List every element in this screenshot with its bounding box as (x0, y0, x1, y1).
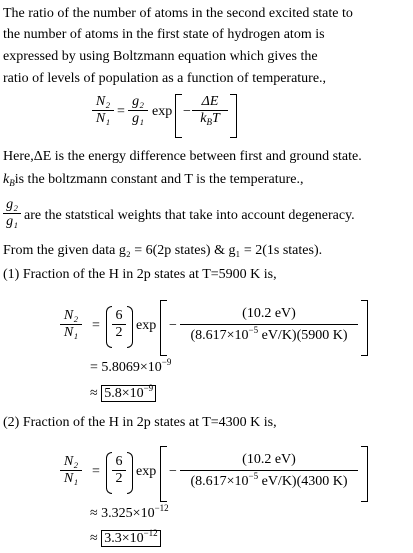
part1-bracket-left (160, 300, 167, 356)
part2-result (90, 503, 169, 522)
part2-exp: exp (136, 464, 157, 479)
part1-den-b: eV/K)(5900 K) (258, 328, 348, 343)
part2-lhs-num: N₂ (63, 454, 79, 469)
equation-g-num: g₂ (132, 94, 144, 109)
part2-answer: 3.3×10 (104, 531, 144, 546)
explain-line-4: From the given data g₂ = 6(2p states) & g₁ = 2(1s states). (3, 243, 323, 258)
part2-approx: ≈ (90, 531, 98, 546)
part2-coef-den: 2 (115, 471, 123, 486)
part1-coef (112, 308, 126, 341)
part2-num: (10.2 eV) (242, 452, 296, 467)
part1-den-exp: −5 (248, 325, 259, 335)
equation-g-den: g₁ (132, 111, 144, 126)
part1-paren-right (127, 306, 133, 348)
part1-coef-den: 2 (115, 325, 123, 340)
intro-line-4: ratio of levels of population as a function of temperature., (3, 71, 327, 86)
part1-fraction (180, 304, 358, 347)
part2-lhs (60, 454, 82, 487)
part2-result-value: ≈ 3.325×10 (90, 506, 155, 521)
part2-den-exp: −5 (248, 471, 259, 481)
part1-exp: exp (136, 318, 157, 333)
equation-bracket-left (175, 94, 182, 138)
part2-heading: (2) Fraction of the H in 2p states at T=4300 K is, (3, 415, 277, 430)
intro-line-1: The ratio of the number of atoms in the second excited state to (3, 6, 353, 21)
part1-num: (10.2 eV) (242, 306, 296, 321)
part1-lhs (60, 308, 82, 341)
part2-lhs-den: N₁ (63, 471, 79, 486)
part2-minus: − (169, 464, 177, 479)
part1-answer-exp: −9 (143, 383, 154, 393)
intro-line-2: the number of atoms in the first state of hydrogen atom is (3, 27, 325, 42)
intro-line-3: expressed by using Boltzmann equation which gives the (3, 49, 318, 64)
part2-den-b: eV/K)(4300 K) (258, 474, 348, 489)
part2-coef (112, 454, 126, 487)
part1-coef-num: 6 (115, 308, 123, 323)
explain-g-den: g₁ (6, 214, 18, 229)
explain-g-num: g₂ (6, 197, 18, 212)
equation-bracket-right (230, 94, 237, 138)
part2-bracket-right (361, 446, 368, 502)
part2-bracket-left (160, 446, 167, 502)
explain-line-1: Here,ΔE is the energy difference between first and ground state. (3, 149, 362, 164)
part1-bracket-right (361, 300, 368, 356)
equation-lhs-den: N₁ (95, 111, 111, 126)
explain-line-2 (3, 172, 303, 188)
explain-g-ratio (3, 197, 21, 230)
equation-arg-den: k (200, 111, 207, 126)
part1-lhs-num: N₂ (63, 308, 79, 323)
part2-answer-exp: −12 (143, 528, 158, 538)
part1-heading: (1) Fraction of the H in 2p states at T=5900 K is, (3, 267, 277, 282)
equation-arg (192, 94, 228, 127)
equation-arg-den-sub: B (206, 117, 212, 127)
equation-minus: − (183, 104, 191, 119)
equation-exp: exp (152, 104, 173, 119)
explain-line-3-rest: are the statstical weights that take into account degeneracy. (24, 208, 355, 223)
equation-arg-den-t: T (211, 111, 220, 126)
equation-arg-num: ΔE (201, 94, 219, 109)
part2-coef-num: 6 (115, 454, 123, 469)
equation-g-ratio (128, 94, 148, 127)
part1-answer: 5.8×10 (104, 386, 144, 401)
explain-k: k (3, 172, 10, 187)
part1-result-exp: −9 (161, 357, 172, 367)
part1-result-value: = 5.8069×10 (90, 360, 162, 375)
part2-den-a: (8.617×10 (190, 474, 249, 489)
explain-k-sub: B (9, 178, 15, 188)
part1-minus: − (169, 318, 177, 333)
part2-answer-box (101, 530, 160, 547)
equation-equals: = (117, 104, 125, 119)
part2-paren-right (127, 452, 133, 494)
part1-approx: ≈ (90, 386, 98, 401)
part2-fraction (180, 450, 358, 493)
part2-result-exp: −12 (154, 503, 169, 513)
part2-answer-row (90, 528, 161, 547)
part1-answer-row (90, 383, 156, 402)
part1-lhs-den: N₁ (63, 325, 79, 340)
part1-den-a: (8.617×10 (190, 328, 249, 343)
equation-lhs-num: N₂ (95, 94, 111, 109)
equation-lhs (92, 94, 114, 127)
part1-answer-box (101, 385, 156, 402)
explain-line-2-rest: is the boltzmann constant and T is the temperature., (14, 172, 304, 187)
part1-result (90, 357, 172, 376)
